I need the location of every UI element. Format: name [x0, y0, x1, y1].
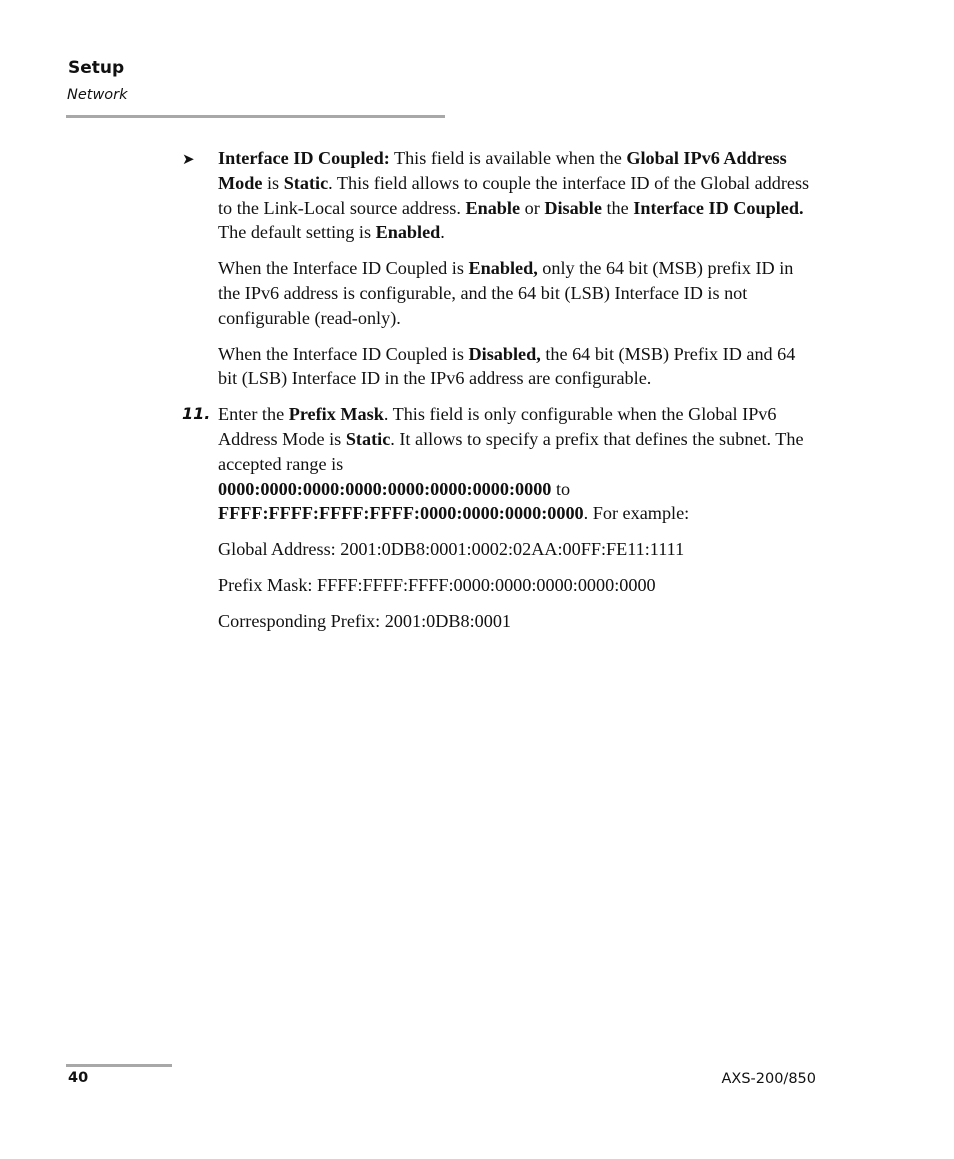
text: or	[520, 197, 545, 218]
bold-text: Interface ID Coupled:	[218, 148, 390, 168]
bold-text: Prefix Mask	[288, 404, 384, 425]
text: to	[551, 478, 571, 499]
page-number: 40	[68, 1070, 89, 1086]
bold-text: Enable	[465, 197, 521, 218]
text: only the 64 bit (MSB) prefix ID in the IPv6 address is configurable, and the 64 bit (LSB) Interface ID is not configurable (read-only).	[218, 258, 794, 328]
section-title: Setup	[68, 58, 125, 78]
bold-text: Static	[345, 428, 391, 449]
text: is	[262, 172, 284, 193]
footer-divider	[66, 1064, 172, 1067]
text: When the Interface ID Coupled is	[218, 343, 469, 364]
text: the	[601, 197, 634, 218]
arrow-bullet-icon: ➤	[182, 150, 195, 168]
example-prefix-mask: Prefix Mask: FFFF:FFFF:FFFF:0000:0000:0000:0000:0000	[218, 574, 656, 595]
text: . This field is only configurable when the Global IPv6 Address Mode is	[218, 404, 777, 449]
bold-text: 0000:0000:0000:0000:0000:0000:0000:0000	[218, 478, 552, 499]
bold-text: Static	[283, 172, 329, 193]
example-global-address: Global Address: 2001:0DB8:0001:0002:02AA:00FF:FE11:1111	[218, 539, 685, 560]
text: Enter the	[218, 404, 289, 425]
step-number: 11.	[182, 404, 211, 424]
text: The default setting is	[218, 222, 376, 243]
text: This field is available when the	[389, 148, 627, 168]
bold-text: Enabled	[375, 222, 441, 243]
text: . For example:	[583, 503, 690, 524]
body-content	[182, 146, 818, 645]
bold-text: FFFF:FFFF:FFFF:FFFF:0000:0000:0000:0000	[218, 503, 584, 524]
text: When the Interface ID Coupled is	[218, 258, 469, 279]
section-subtitle: Network	[67, 87, 128, 103]
bold-text: Global IPv6 Address Mode	[218, 148, 787, 193]
bold-text: Enabled,	[468, 258, 538, 279]
paragraph-prefix-mask	[218, 402, 818, 526]
bold-text: Interface ID Coupled.	[633, 197, 804, 218]
text: . It allows to specify a prefix that defines the subnet. The accepted range is	[218, 428, 804, 474]
text: the 64 bit (MSB) Prefix ID and 64 bit (LSB) Interface ID in the IPv6 address are configurable.	[218, 343, 796, 389]
step-11	[182, 402, 818, 633]
paragraph-enabled	[218, 256, 818, 330]
example-corresponding-prefix: Corresponding Prefix: 2001:0DB8:0001	[218, 610, 512, 631]
text: . This field allows to couple the interface ID of the Global address to the Link-Local source address.	[218, 172, 810, 218]
bold-text: Disable	[544, 197, 602, 218]
paragraph-interface-id-coupled	[218, 146, 818, 245]
bold-text: Disabled,	[468, 343, 541, 364]
paragraph-disabled	[218, 342, 818, 392]
text: .	[440, 222, 445, 243]
product-name: AXS-200/850	[721, 1071, 816, 1087]
header-divider	[66, 115, 445, 118]
bullet-interface-id-coupled	[182, 146, 818, 391]
